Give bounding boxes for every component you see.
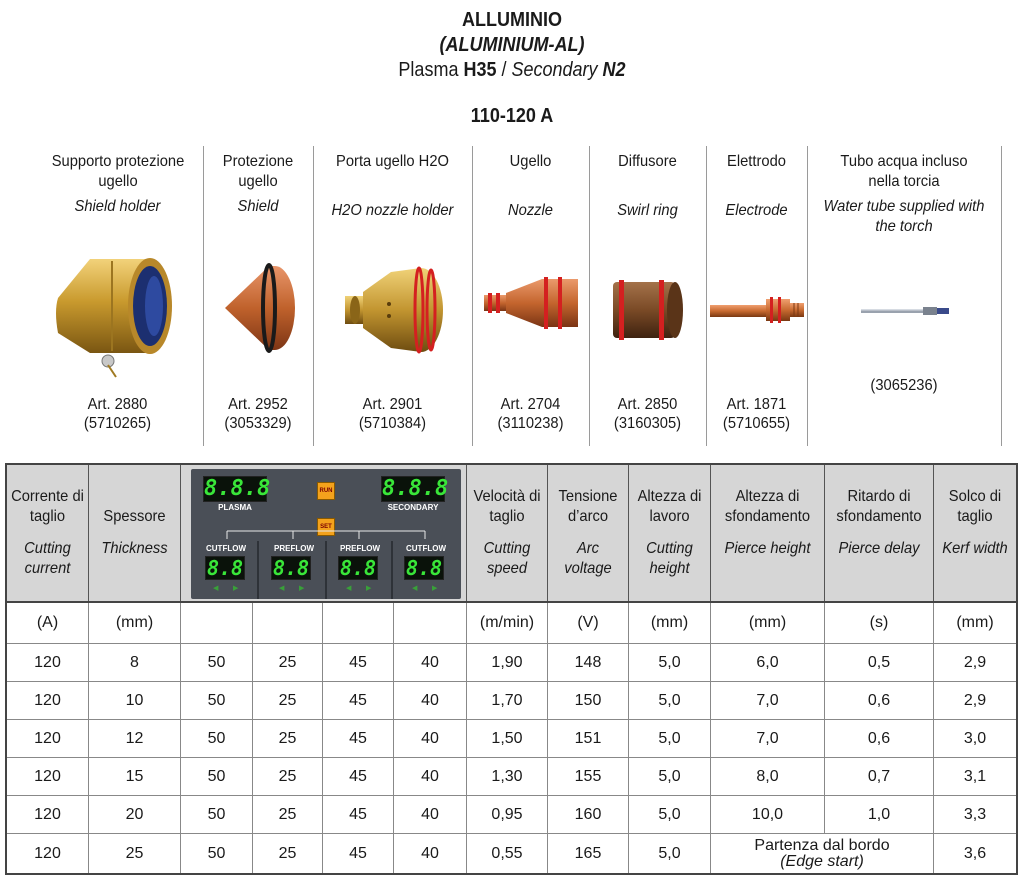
table-cell: 7,0 <box>711 720 825 757</box>
shield-image <box>221 258 301 358</box>
table-cell: 165 <box>548 834 629 873</box>
table-cell: 2,9 <box>963 691 987 709</box>
table-cell: 5,0 <box>629 720 711 757</box>
gas-line <box>51 60 973 80</box>
secondary-label: SECONDARY <box>387 503 439 512</box>
edge-start-en: (Edge start) <box>780 852 864 870</box>
table-cell: 25 <box>253 758 323 795</box>
header-arc-voltage: Tensione d’arco Arc voltage <box>548 465 629 601</box>
unit-cell <box>181 603 253 643</box>
part-art-number: Art. 2901 (5710384) <box>358 396 427 432</box>
run-button: RUN <box>317 482 335 500</box>
part-name-it: Ugello <box>509 153 552 170</box>
table-cell: 25 <box>253 796 323 833</box>
table-cell: 5,0 <box>629 644 711 681</box>
plasma-gas: H35 <box>463 59 497 81</box>
table-row <box>7 833 1016 873</box>
table-cell: 25 <box>89 834 181 873</box>
part-name-it: Protezione ugello <box>222 153 294 190</box>
table-row <box>7 719 1016 757</box>
table-cell: 5,0 <box>629 796 711 833</box>
table-cell: 120 <box>7 834 89 873</box>
table-cell: 120 <box>7 758 89 795</box>
unit-cell: (A) <box>7 603 89 643</box>
table-row <box>7 681 1016 719</box>
table-cell: 0,95 <box>467 796 548 833</box>
header-pierce-delay: Ritardo di sfondamento Pierce delay <box>825 465 934 601</box>
units-row <box>7 603 1016 643</box>
unit-cell <box>394 603 467 643</box>
table-cell: 40 <box>394 834 467 873</box>
header-cutting-speed: Velocità di taglio Cutting speed <box>467 465 548 601</box>
table-cell: 25 <box>253 682 323 719</box>
table-cell: 40 <box>394 758 467 795</box>
table-cell: 25 <box>253 644 323 681</box>
table-cell: 120 <box>7 644 89 681</box>
preflow-display: 8.8 <box>272 556 310 580</box>
unit-cell: (mm) <box>711 603 825 643</box>
table-cell: 12 <box>89 720 181 757</box>
table-row <box>7 643 1016 681</box>
part-art-number: Art. 2850 (3160305) <box>613 396 682 432</box>
table-cell: 20 <box>89 796 181 833</box>
part-name-en: Shield holder <box>74 198 161 215</box>
part-art-number: Art. 1871 (5710655) <box>722 396 791 432</box>
table-cell: 50 <box>181 796 253 833</box>
cutflow-label: CUTFLOW <box>406 544 446 553</box>
table-row <box>7 757 1016 795</box>
unit-cell: (mm) <box>629 603 711 643</box>
table-cell: 45 <box>323 834 394 873</box>
amperage-title: 110-120 A <box>470 105 554 127</box>
table-cell: 6,0 <box>711 644 825 681</box>
plasma-display: 8.8.8 <box>204 476 271 501</box>
part-shield-holder <box>32 148 203 446</box>
secondary-gas: N2 <box>602 59 626 81</box>
table-cell: 1,70 <box>467 682 548 719</box>
arrow-right-icon: ▶ <box>299 585 305 592</box>
preflow-label: PREFLOW <box>340 544 380 553</box>
table-cell: 10 <box>89 682 181 719</box>
table-cell: 151 <box>548 720 629 757</box>
unit-cell: (m/min) <box>467 603 548 643</box>
plasma-prefix: Plasma <box>398 59 464 81</box>
part-name-en: H2O nozzle holder <box>331 202 454 219</box>
table-cell: 7,0 <box>711 682 825 719</box>
page-title: ALLUMINIO <box>462 9 562 31</box>
table-cell: 160 <box>548 796 629 833</box>
table-cell: 5,0 <box>629 758 711 795</box>
arrow-left-icon: ◀ <box>346 585 352 592</box>
table-cell: 50 <box>181 682 253 719</box>
arrow-right-icon: ◀ <box>412 585 418 592</box>
arrow-right-icon: ▶ <box>233 585 239 592</box>
part-name-en: Electrode <box>725 202 788 219</box>
unit-cell <box>253 603 323 643</box>
gas-separator: / <box>496 59 512 81</box>
header-pierce-height: Altezza di sfondamento Pierce height <box>711 465 825 601</box>
table-cell: 50 <box>181 758 253 795</box>
plasma-label: PLASMA <box>218 503 252 512</box>
table-cell: 0,55 <box>467 834 548 873</box>
header-thickness: Spessore Thickness <box>89 465 181 601</box>
table-cell: 3,1 <box>963 767 987 785</box>
table-cell: 155 <box>548 758 629 795</box>
table-cell: 3,6 <box>963 844 987 862</box>
part-h2o-nozzle-holder <box>313 148 472 446</box>
table-cell: 0,6 <box>825 720 934 757</box>
table-cell: 5,0 <box>629 682 711 719</box>
table-cell: 25 <box>253 720 323 757</box>
table-body <box>7 603 1016 873</box>
secondary-label: Secondary <box>511 59 603 81</box>
table-cell: 50 <box>181 720 253 757</box>
part-art-number: Art. 2952 (3053329) <box>224 396 292 432</box>
table-cell: 45 <box>323 720 394 757</box>
unit-cell: (s) <box>825 603 934 643</box>
arrow-left-icon: ◀ <box>279 585 285 592</box>
table-cell: 50 <box>181 834 253 873</box>
swirl-ring-image <box>609 276 689 346</box>
part-electrode <box>706 148 807 446</box>
table-cell: 40 <box>394 644 467 681</box>
table-cell: 150 <box>548 682 629 719</box>
table-cell: 45 <box>323 758 394 795</box>
table-cell: 0,6 <box>825 682 934 719</box>
table-cell: 10,0 <box>711 796 825 833</box>
part-name-it: Elettrodo <box>727 153 786 170</box>
table-cell: 0,7 <box>825 758 934 795</box>
table-cell: 1,30 <box>467 758 548 795</box>
table-cell: 2,9 <box>963 653 987 671</box>
unit-cell: (mm) <box>956 614 994 631</box>
table-cell: 120 <box>7 682 89 719</box>
table-row <box>7 795 1016 833</box>
edge-start-it: Partenza dal bordo <box>754 836 890 854</box>
page-subtitle: (ALUMINIUM-AL) <box>439 34 585 56</box>
table-cell: 50 <box>181 644 253 681</box>
part-name-it: Tubo acqua incluso nella torcia <box>840 153 968 190</box>
part-swirl-ring <box>589 148 706 446</box>
part-divider <box>1001 146 1002 446</box>
set-button: SET <box>317 518 335 536</box>
part-nozzle <box>472 148 589 446</box>
table-cell: 40 <box>394 720 467 757</box>
h2o-nozzle-holder-image <box>341 260 451 360</box>
part-name-en: Nozzle <box>508 202 553 219</box>
part-name-it: Diffusore <box>618 153 677 170</box>
unit-cell <box>323 603 394 643</box>
secondary-display: 8.8.8 <box>382 476 449 501</box>
part-water-tube: Tubo acqua incluso nella torcia Water tube supplied with the torch (3065236) <box>807 148 1001 446</box>
shield-holder-image <box>50 253 180 383</box>
table-cell: 1,50 <box>467 720 548 757</box>
gas-console-panel <box>191 469 461 599</box>
table-cell: 148 <box>548 644 629 681</box>
table-cell: 0,5 <box>825 644 934 681</box>
part-name-it: Supporto protezione ugello <box>51 153 184 190</box>
part-name-en: Swirl ring <box>617 202 678 219</box>
preflow-label: PREFLOW <box>274 544 314 553</box>
part-art-number: Art. 2704 (3110238) <box>497 396 564 432</box>
part-name-en: Shield <box>237 198 279 215</box>
table-cell: 3,0 <box>963 729 987 747</box>
header-cutting-height: Altezza di lavoro Cutting height <box>629 465 711 601</box>
table-cell: 45 <box>323 644 394 681</box>
table-cell: 8,0 <box>711 758 825 795</box>
arrow-right-icon: ▶ <box>432 585 438 592</box>
table-cell: 25 <box>253 834 323 873</box>
cutflow-display: 8.8 <box>206 556 244 580</box>
arrow-right-icon: ▶ <box>366 585 372 592</box>
header-kerf-width: Solco di taglio Kerf width <box>934 465 1016 601</box>
cutting-parameters-table <box>5 463 1018 875</box>
table-cell: 8 <box>89 644 181 681</box>
table-cell: 1,0 <box>825 796 934 833</box>
cutflow-display: 8.8 <box>405 556 443 580</box>
table-cell: 45 <box>323 682 394 719</box>
part-name-it: Porta ugello H2O <box>336 153 449 170</box>
water-tube-image <box>859 304 953 318</box>
preflow-display: 8.8 <box>339 556 377 580</box>
nozzle-image <box>482 273 582 333</box>
part-art-number: Art. 2880 (5710265) <box>83 396 152 432</box>
edge-start-cell <box>711 834 934 873</box>
table-cell: 45 <box>323 796 394 833</box>
table-cell: 15 <box>89 758 181 795</box>
unit-cell: (V) <box>548 603 629 643</box>
part-name-en: Water tube supplied with the torch <box>823 198 985 235</box>
arrow-left-icon: ◀ <box>213 585 219 592</box>
part-shield <box>203 148 313 446</box>
table-cell: 120 <box>7 720 89 757</box>
table-cell: 40 <box>394 682 467 719</box>
electrode-image <box>708 293 806 327</box>
table-cell: 1,90 <box>467 644 548 681</box>
header-cutting-current: Corrente di taglio Cutting current <box>7 465 89 601</box>
unit-cell: (mm) <box>89 603 181 643</box>
table-cell: 3,3 <box>963 805 987 823</box>
cutflow-label: CUTFLOW <box>206 544 246 553</box>
table-cell: 120 <box>7 796 89 833</box>
table-cell: 5,0 <box>629 834 711 873</box>
table-cell: 40 <box>394 796 467 833</box>
